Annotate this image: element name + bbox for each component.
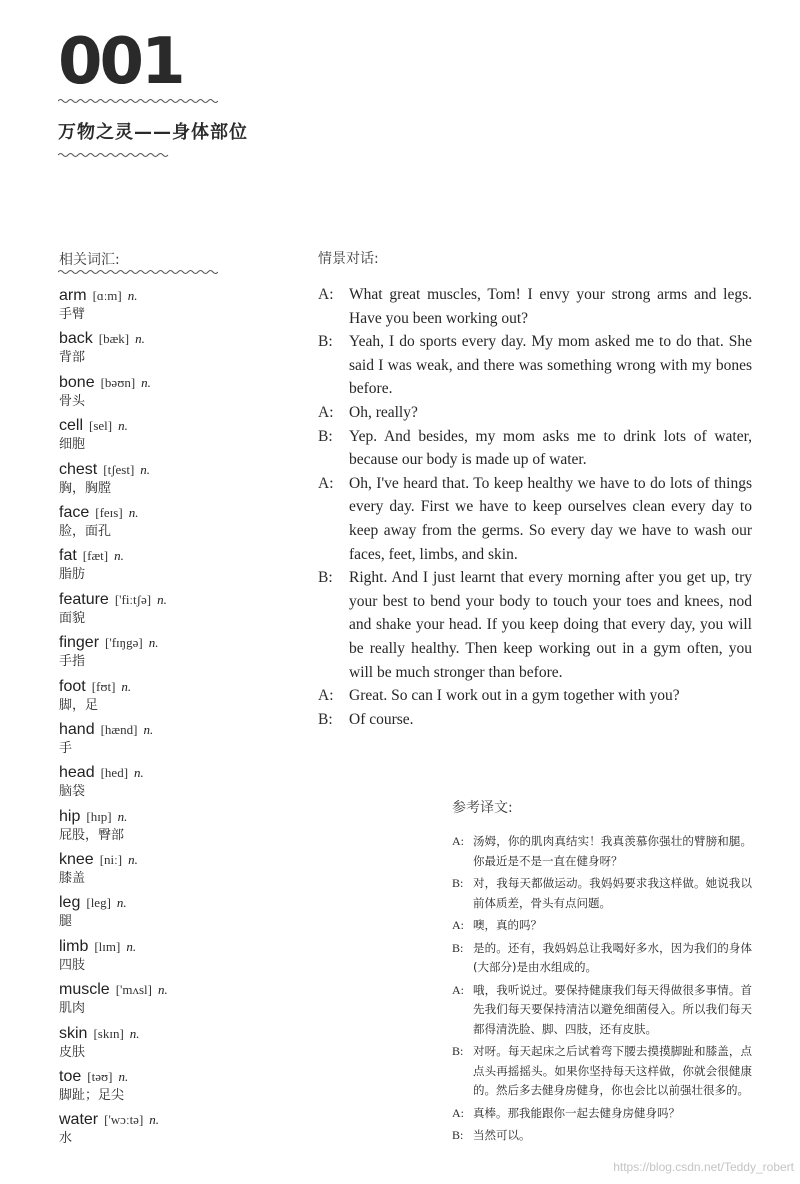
translation-line [452,874,752,913]
vocab-word: face [59,503,90,521]
vocab-ipa: [təʊ] [87,1069,113,1085]
vocab-meaning: 皮肤 [59,1044,86,1060]
vocab-ipa: [tʃest] [103,461,135,477]
translation [452,832,752,1146]
vocab-meaning: 细胞 [59,437,86,453]
vocab-meaning: 脸，面孔 [59,523,112,539]
vocab-list [59,286,279,1154]
vocab-word: back [59,330,93,348]
vocab-word: knee [59,851,94,869]
vocab-item [59,980,279,1023]
translation-line [452,981,752,1040]
vocab-ipa: [hænd] [100,721,138,737]
vocab-ipa: [leg] [86,895,111,911]
translation-speaker: A: [452,834,464,848]
vocab-pos: n. [116,895,127,911]
dialogue-line [318,684,752,708]
vocab-meaning: 脚趾；足尖 [59,1088,125,1104]
translation-speaker: A: [452,1105,464,1120]
vocab-pos: n. [127,288,138,303]
lesson-number: 001 [58,25,183,99]
dialogue-speaker: A: [318,687,334,705]
vocab-meaning: 手 [59,740,73,756]
vocab-ipa: [bəʊn] [100,374,136,390]
vocab-pos: n. [129,1025,140,1041]
vocab-meaning: 肌肉 [59,1001,86,1017]
dialogue-text: Yeah, I do sports every day. My mom asked me to do that. She said I was weak, and there was something wrong with my bones before. [349,333,752,398]
dialogue-line [318,708,752,732]
vocab-pos: n. [149,1112,160,1128]
translation-speaker: A: [452,982,464,997]
vocab-word: water [59,1111,99,1129]
translation-line [452,1042,752,1101]
vocab-meaning: 手臂 [59,307,86,322]
vocab-ipa: [hed] [100,765,129,781]
translation-heading: 参考译文: [452,800,513,816]
vocab-word: chest [59,460,98,478]
wave-divider-title [58,151,170,159]
vocab-item [59,329,279,372]
vocab-pos: n. [135,331,145,347]
vocab-pos: n. [134,765,144,781]
vocab-pos: n. [126,938,137,954]
vocab-meaning: 骨头 [59,393,86,409]
vocab-pos: n. [114,548,124,564]
vocab-item [59,1110,279,1153]
watermark-url: https://blog.csdn.net/Teddy_robert [613,1160,794,1174]
vocab-ipa: ['fɪŋgə] [105,635,143,651]
vocab-ipa: [bæk] [98,331,130,347]
wave-divider-vocab [58,268,218,276]
vocab-ipa: [lɪm] [94,938,121,954]
vocab-heading: 相关词汇: [59,252,120,268]
vocab-meaning: 胸，胸膛 [59,480,112,496]
vocab-word: finger [59,634,100,652]
vocab-item [59,503,279,546]
vocab-ipa: ['wɔːtə] [104,1112,144,1128]
vocab-word: fat [59,547,77,565]
dialogue-speaker: A: [318,286,334,303]
vocab-pos: n. [140,461,151,477]
vocab-pos: n. [143,721,154,737]
vocab-word: feature [59,590,109,608]
vocab-meaning: 脂肪 [59,567,86,583]
vocab-ipa: [fæt] [82,548,109,564]
vocab-item [59,850,279,893]
wave-divider-top [58,97,218,105]
vocab-meaning: 脚，足 [59,697,99,713]
vocab-item [59,633,279,676]
vocab-item [59,807,279,850]
vocab-word: cell [59,417,84,435]
dialogue-line [318,401,752,425]
translation-text: 汤姆，你的肌肉真结实！我真羡慕你强壮的臂膀和腿。你最近是不是一直在健身呀？ [473,834,752,868]
vocab-ipa: ['fiːtʃə] [114,591,152,607]
dialogue-speaker: B: [318,710,333,728]
dialogue-line [318,566,752,684]
dialogue-speaker: A: [318,474,334,492]
vocab-meaning: 水 [59,1131,73,1147]
vocab-ipa: [skɪn] [93,1025,124,1041]
dialogue-line [318,425,752,472]
vocab-word: skin [59,1024,88,1042]
dialogue-speaker: B: [318,333,333,351]
chapter-title: 万物之灵——身体部位 [58,122,248,143]
translation-line [452,916,752,936]
vocab-pos: n. [121,678,132,694]
vocab-meaning: 手指 [59,654,86,670]
translation-speaker: B: [452,1044,464,1058]
vocab-item [59,373,279,416]
vocab-item [59,546,279,589]
translation-line [452,939,752,978]
vocab-pos: n. [128,852,138,868]
vocab-item [59,937,279,980]
dialogue-speaker: B: [318,427,333,445]
translation-text: 对，我每天都做运动。我妈妈要求我这样做。她说我以前体质差，骨头有点问题。 [473,876,752,910]
vocab-word: bone [59,373,95,391]
vocab-pos: n. [157,591,167,607]
dialogue-line [318,283,752,330]
vocab-item [59,1024,279,1067]
translation-line [452,832,752,871]
vocab-item [59,677,279,720]
dialogue-text: Great. So can I work out in a gym together with you? [349,687,680,705]
vocab-pos: n. [141,374,151,390]
vocab-ipa: [fʊt] [91,678,116,694]
vocab-item [59,893,279,936]
translation-line [452,1104,752,1124]
vocab-pos: n. [118,1069,129,1085]
vocab-item [59,720,279,763]
vocab-meaning: 腿 [59,914,73,930]
vocab-word: leg [59,894,81,912]
dialogue-text: Of course. [349,710,414,728]
dialogue-speaker: A: [318,403,334,421]
vocab-item [59,763,279,806]
vocab-meaning: 屁股，臀部 [59,827,125,843]
vocab-meaning: 脑袋 [59,784,86,800]
dialogue-text: Yep. And besides, my mom asks me to drink lots of water, because our body is made up of water. [349,427,752,469]
dialogue-heading: 情景对话: [318,251,379,267]
vocab-meaning: 四肢 [59,957,86,973]
vocab-ipa: ['mʌsl] [115,982,152,998]
vocab-pos: n. [148,635,159,651]
translation-speaker: A: [452,918,464,932]
vocab-word: hip [59,807,81,825]
translation-text: 对呀。每天起床之后试着弯下腰去摸摸脚趾和膝盖，点点头再摇摇头。如果你坚持每天这样做，你就会很健康的。然后多去健身房健身，你也会比以前强壮很多的。 [473,1044,752,1097]
vocab-pos: n. [157,982,168,998]
vocab-pos: n. [128,504,139,520]
vocab-item [59,286,279,329]
vocab-word: toe [59,1068,82,1086]
vocab-word: arm [59,287,87,304]
dialogue-line [318,472,752,566]
dialogue-speaker: B: [318,569,333,587]
translation-text: 真棒。那我能跟你一起去健身房健身吗？ [473,1105,680,1120]
vocab-meaning: 面貌 [59,610,86,626]
dialogue-text: What great muscles, Tom! I envy your strong arms and legs. Have you been working out? [349,286,752,327]
vocab-ipa: [sel] [89,418,113,434]
vocab-ipa: [feɪs] [95,504,123,520]
vocab-meaning: 背部 [59,350,86,366]
vocab-ipa: [niː] [99,852,123,868]
translation-speaker: B: [452,876,464,890]
vocab-word: head [59,764,95,782]
vocab-pos: n. [117,808,128,824]
vocab-pos: n. [118,418,128,434]
translation-speaker: B: [452,1128,464,1142]
translation-text: 哦，我听说过。要保持健康我们每天得做很多事情。首先我们每天要保持清洁以避免细菌侵入。所以我们每天都得清洗脸、脚、四肢，还有皮肤。 [473,982,752,1036]
dialogue-line [318,330,752,401]
dialogue-text: Oh, I've heard that. To keep healthy we have to do lots of things every day. First we have to keep ourselves clean every day to keep away from the germs. So every day we have to wash our faces, feet, limbs, and skin. [349,474,752,563]
vocab-item [59,460,279,503]
dialogue-text: Oh, really? [349,403,418,421]
vocab-ipa: [ɑːm] [92,288,122,303]
translation-line [452,1126,752,1146]
dialogue [318,283,752,731]
vocab-word: hand [59,720,95,738]
vocab-item [59,1067,279,1110]
vocab-item [59,416,279,459]
vocab-item [59,590,279,633]
dialogue-text: Right. And I just learnt that every morning after you get up, try your best to bend your body to touch your toes and knees, nod and shake your head. If you keep doing that every day, you will be really healthy. Then keep working out in a gym often, you will be much stronger than before. [349,569,752,681]
translation-text: 噢，真的吗？ [473,918,542,932]
translation-text: 当然可以。 [473,1128,531,1142]
translation-text: 是的。还有，我妈妈总让我喝好多水，因为我们的身体(大部分)是由水组成的。 [473,940,752,974]
vocab-ipa: [hɪp] [86,808,112,824]
translation-speaker: B: [452,940,464,955]
vocab-word: muscle [59,981,110,999]
vocab-meaning: 膝盖 [59,871,86,887]
vocab-word: limb [59,937,89,955]
vocab-word: foot [59,677,86,695]
